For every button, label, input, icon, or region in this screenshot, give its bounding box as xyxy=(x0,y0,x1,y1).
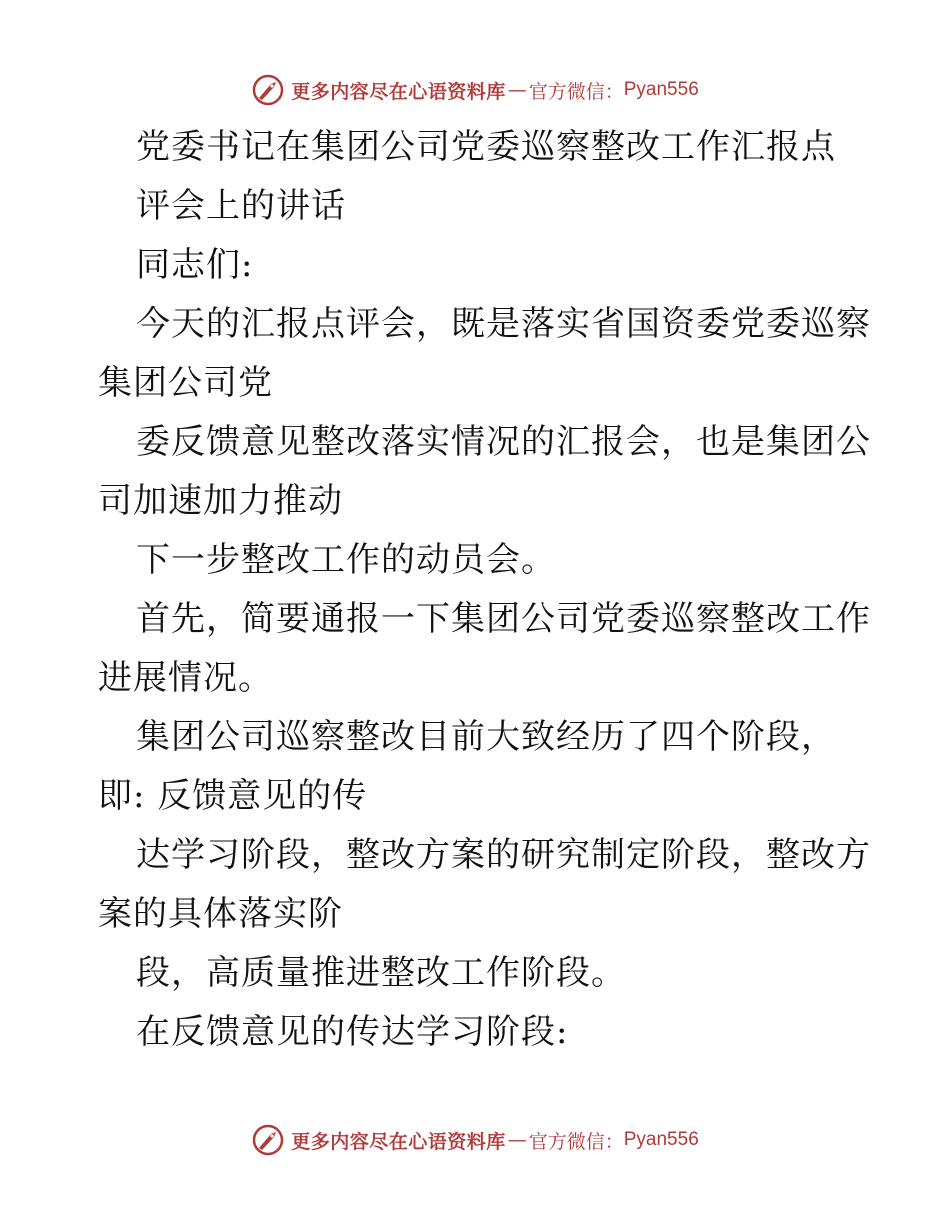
document-line: 委反馈意见整改落实情况的汇报会，也是集团公 xyxy=(136,422,871,462)
watermark-wechat-label: 官方微信： xyxy=(528,80,624,103)
document-line: 段，高质量推进整改工作阶段。 xyxy=(136,953,626,993)
document-line: 司加速加力推动 xyxy=(98,481,343,521)
watermark-site-text: 更多内容尽在心语资料库 xyxy=(291,1130,506,1153)
watermark-dash: — xyxy=(507,1129,527,1151)
document-line: 评会上的讲话 xyxy=(136,186,346,226)
pen-nib-circle-icon xyxy=(251,1123,285,1157)
watermark-wechat-label: 官方微信： xyxy=(528,1130,624,1153)
document-line: 党委书记在集团公司党委巡察整改工作汇报点 xyxy=(136,127,836,167)
watermark-wechat-id: Pyan556 xyxy=(623,1129,699,1150)
document-line: 集团公司巡察整改目前大致经历了四个阶段， xyxy=(136,717,836,757)
document-line: 集团公司党 xyxy=(98,363,273,403)
document-line: 同志们: xyxy=(136,245,254,285)
document-line: 下一步整改工作的动员会。 xyxy=(136,540,556,580)
watermark-site-text: 更多内容尽在心语资料库 xyxy=(291,80,506,103)
document-line: 案的具体落实阶 xyxy=(98,894,343,934)
document-line: 在反馈意见的传达学习阶段: xyxy=(136,1012,569,1052)
document-line: 即: 反馈意见的传 xyxy=(98,776,368,816)
document-line: 进展情况。 xyxy=(98,658,273,698)
document-body xyxy=(98,118,871,1062)
footer-watermark xyxy=(0,1120,950,1160)
document-line: 首先，简要通报一下集团公司党委巡察整改工作 xyxy=(136,599,871,639)
document-line: 今天的汇报点评会，既是落实省国资委党委巡察 xyxy=(136,304,871,344)
pen-nib-circle-icon xyxy=(251,73,285,107)
document-line: 达学习阶段，整改方案的研究制定阶段，整改方 xyxy=(136,835,871,875)
watermark-wechat-id: Pyan556 xyxy=(623,79,699,100)
header-watermark xyxy=(0,70,950,110)
watermark-dash: — xyxy=(507,79,527,101)
